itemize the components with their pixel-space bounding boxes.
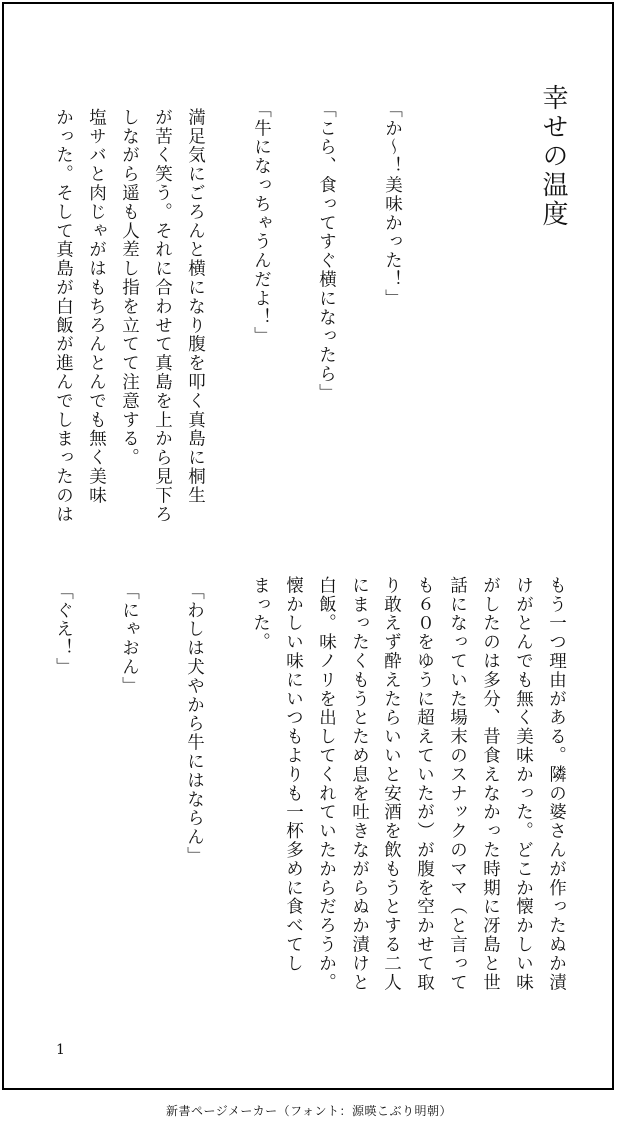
upper-line-9: かった。そして真島が白飯が進んでしまったのは — [53, 108, 74, 524]
upper-line-8: 塩サバと肉じゃがはもちろんとんでも無く美味 — [86, 108, 107, 505]
upper-line-1: 「か〜！美味かった！」 — [382, 100, 403, 308]
lower-line-16: 「ぐえ！」 — [53, 582, 74, 677]
lower-line-14: 「にゃおん」 — [119, 582, 140, 696]
upper-line-5: 満足気にごろんと横になり腹を叩く真島に桐生 — [185, 108, 206, 505]
upper-line-3: 「牛になっちゃうんだよ！」 — [251, 100, 272, 346]
lower-line-2: けがとんでも無く美味かった。どこか懐かしい味 — [513, 576, 534, 992]
lower-line-3: がしたのは多分、昔食えなかった時期に冴島と世 — [480, 576, 501, 992]
lower-line-1: もう一つ理由がある。隣の婆さんが作ったぬか漬 — [546, 576, 567, 992]
upper-line-7: しながら遥も人差し指を立てて注意する。 — [119, 108, 140, 468]
lower-line-6: り敢えず酔えたらいいと安酒を飲もうとする二人 — [381, 576, 402, 992]
lower-line-5: も６０をゆうに超えていたが）が腹を空かせて取 — [414, 576, 435, 992]
lower-line-9: 懐かしい味にいつもよりも一杯多めに食べてし — [283, 576, 304, 973]
lower-line-10: まった。 — [250, 576, 271, 652]
lower-line-7: にまったくもうとため息を吐きながらぬか漬けと — [349, 576, 370, 992]
story-title: 幸せの温度 — [538, 84, 568, 229]
lower-line-12: 「わしは犬やから牛にはならん」 — [184, 582, 205, 866]
footer-credit: 新書ページメーカー（フォント：源暎こぶり明朝） — [165, 1104, 453, 1118]
upper-line-6: が苦く笑う。それに合わせて真島を上から見下ろ — [152, 108, 173, 524]
upper-line-2: 「こら、食ってすぐ横になったら」 — [316, 100, 337, 403]
lower-line-4: 話になっていた場末のスナックのママ（と言って — [447, 576, 468, 992]
manuscript-page — [2, 2, 614, 1090]
lower-line-8: 白飯。味ノリを出してくれていたからだろうか。 — [316, 576, 337, 992]
page-number: 1 — [56, 1042, 65, 1058]
